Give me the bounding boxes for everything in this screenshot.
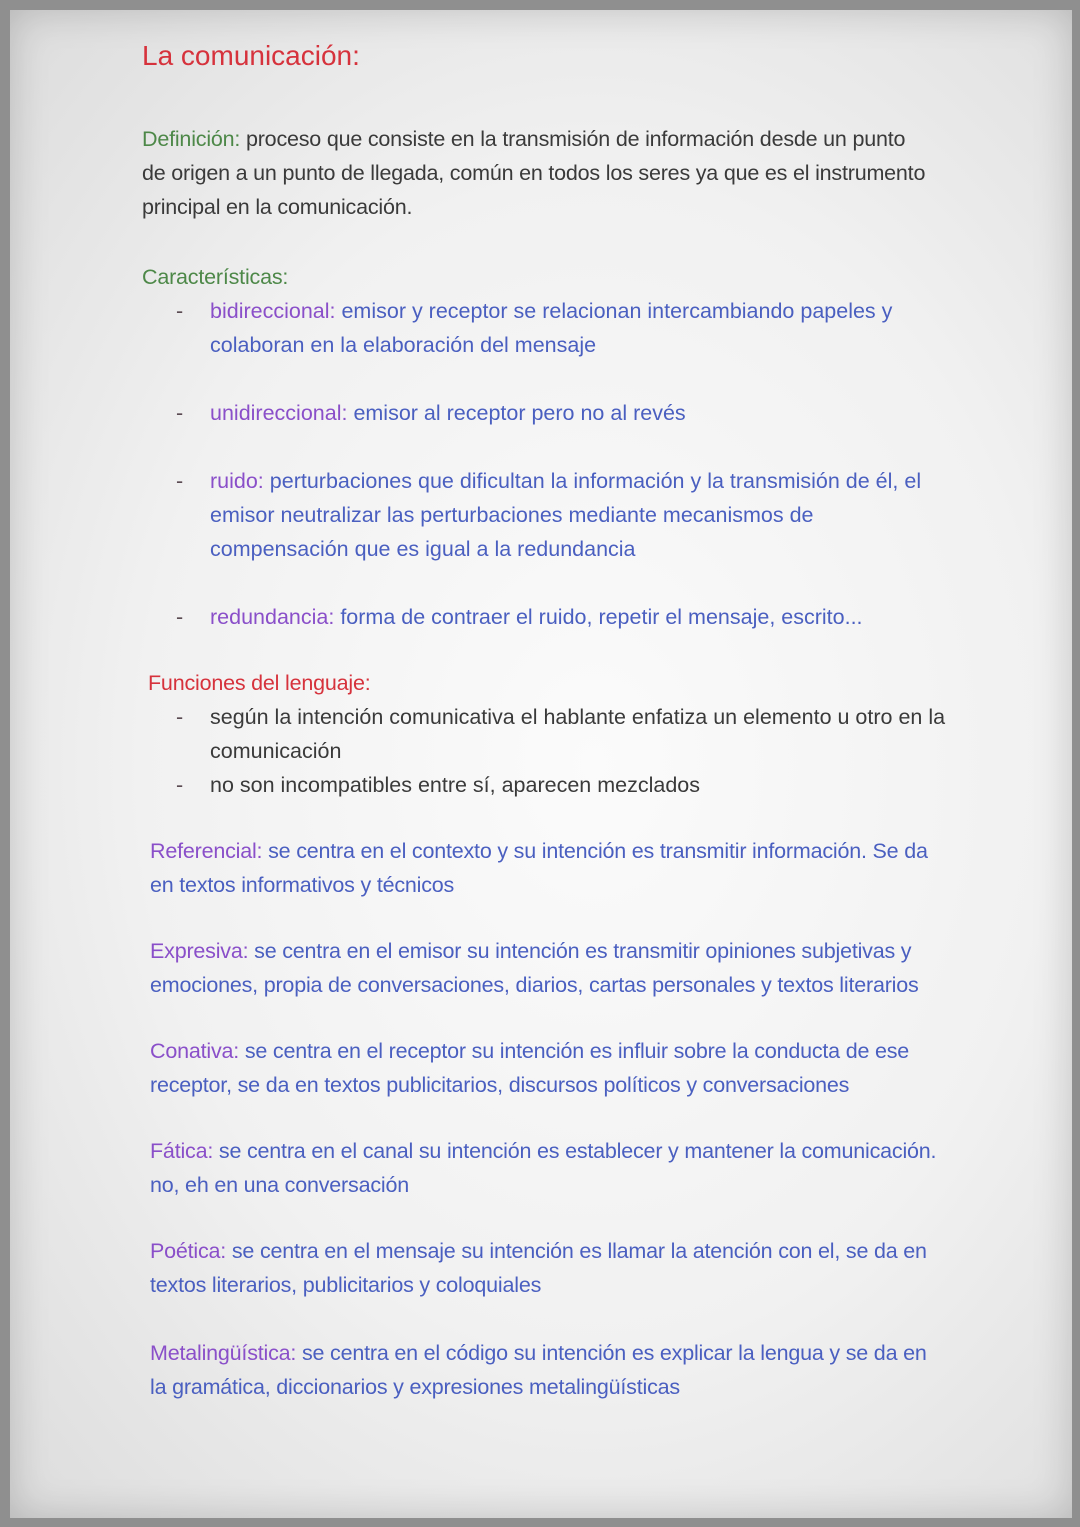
page-title: La comunicación:: [142, 40, 360, 71]
functions-note-text: no son incompatibles entre sí, aparecen mezclados: [210, 773, 700, 797]
definition-block: [142, 122, 972, 224]
function-text: receptor, se da en textos publicitarios, discursos políticos y conversaciones: [150, 1073, 850, 1097]
function-text: se centra en el canal su intención es establecer y mantener la comunicación.: [218, 1139, 937, 1163]
bullet-dash: -: [176, 605, 184, 629]
function-text: emociones, propia de conversaciones, diarios, cartas personales y textos literarios: [150, 973, 919, 997]
function-entry: [150, 1034, 950, 1102]
characteristic-term: unidireccional:: [210, 401, 348, 425]
bullet-dash: -: [176, 401, 184, 425]
function-term: Poética:: [150, 1239, 227, 1263]
characteristic-term: redundancia:: [210, 605, 335, 629]
function-term: Metalingüística:: [150, 1341, 297, 1365]
functions-note-text: según la intención comunicativa el hablante enfatiza un elemento u otro en la: [210, 705, 946, 729]
definition-line-1: [142, 122, 972, 156]
characteristic-text: emisor neutralizar las perturbaciones mediante mecanismos de: [210, 503, 814, 527]
function-text: se centra en el emisor su intención es transmitir opiniones subjetivas y: [254, 939, 912, 963]
function-term: Referencial:: [150, 839, 263, 863]
bullet-dash: -: [176, 773, 184, 797]
function-text: se centra en el código su intención es explicar la lengua y se da en: [301, 1341, 927, 1365]
bullet-dash: -: [176, 705, 184, 729]
function-text: se centra en el receptor su intención es influir sobre la conducta de ese: [244, 1039, 910, 1063]
function-entry: [150, 934, 950, 1002]
definition-line-3: principal en la comunicación.: [142, 195, 413, 219]
characteristic-term: bidireccional:: [210, 299, 336, 323]
function-text: no, eh en una conversación: [150, 1173, 409, 1197]
function-entry: [150, 1234, 950, 1302]
function-entry: [150, 834, 950, 902]
function-term: Fática:: [150, 1139, 214, 1163]
function-text: se centra en el contexto y su intención es transmitir información. Se da: [268, 839, 928, 863]
function-term: Expresiva:: [150, 939, 249, 963]
bullet-dash: -: [176, 299, 184, 323]
characteristic-text: perturbaciones que dificultan la información y la transmisión de él, el: [269, 469, 922, 493]
function-entry: [150, 1336, 950, 1404]
characteristic-text: forma de contraer el ruido, repetir el mensaje, escrito...: [340, 605, 863, 629]
document-page: [10, 10, 1072, 1518]
function-text: se centra en el mensaje su intención es llamar la atención con el, se da en: [231, 1239, 927, 1263]
characteristic-text: emisor al receptor pero no al revés: [353, 401, 686, 425]
definition-line-2: de origen a un punto de llegada, común en todos los seres ya que es el instrumento: [142, 161, 926, 185]
characteristics-heading: Características:: [142, 265, 289, 289]
function-entry: [150, 1134, 950, 1202]
functions-note-text: comunicación: [210, 739, 342, 763]
function-text: en textos informativos y técnicos: [150, 873, 455, 897]
functions-heading: Funciones del lenguaje:: [148, 671, 371, 695]
characteristic-text: compensación que es igual a la redundancia: [210, 537, 636, 561]
definition-text-1: proceso que consiste en la transmisión de información desde un punto: [245, 127, 906, 151]
characteristic-text: emisor y receptor se relacionan intercambiando papeles y: [341, 299, 893, 323]
characteristic-text: colaboran en la elaboración del mensaje: [210, 333, 597, 357]
bullet-dash: -: [176, 469, 184, 493]
definition-term: Definición:: [142, 127, 241, 151]
function-text: la gramática, diccionarios y expresiones metalingüísticas: [150, 1375, 680, 1399]
function-term: Conativa:: [150, 1039, 240, 1063]
characteristic-term: ruido:: [210, 469, 264, 493]
function-text: textos literarios, publicitarios y coloquiales: [150, 1273, 542, 1297]
